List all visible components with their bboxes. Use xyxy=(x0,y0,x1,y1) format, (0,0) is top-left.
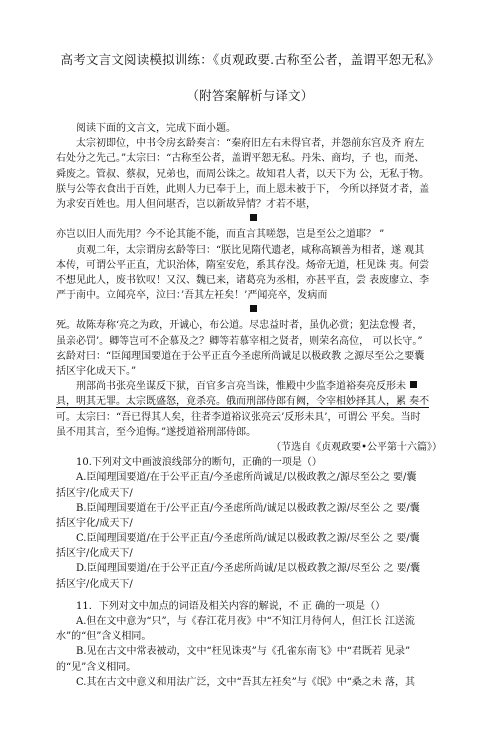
text-line xyxy=(56,303,450,318)
text-line xyxy=(56,614,450,629)
line-text: 11．下列对文中加点的词语及相关内容的解说，不 正 确的一项是（） xyxy=(76,600,386,612)
line-text: 为求安百姓也。用人但问堪否，岂以新故异情？才若不堪， xyxy=(56,198,316,210)
black-square-mark xyxy=(250,305,257,312)
line-text: 10.下列对文中画波浪线部分的断句，正确的一项是（） xyxy=(76,457,322,469)
text-line xyxy=(56,212,450,227)
text-line xyxy=(56,258,450,273)
line-text: 括区宇化/成天下/ xyxy=(56,517,133,529)
line-text: 阅读下面的文言文，完成下面小题。 xyxy=(76,123,236,134)
line-text: B.见在古文中常表被动，文中“枉见诛夷”与《孔雀东南飞》中“君既若 见录” xyxy=(76,646,411,658)
text-line xyxy=(56,410,450,425)
line-text: 死。故陈寿称‘亮之为政，开诚心，布公道。尽忠益时者，虽仇必赏；犯法怠慢 者， xyxy=(56,320,423,332)
line-text: C.其在古文中意义和用法广泛，文中“吾其左衽矣”与《氓》中“桑之未 落，其 xyxy=(76,676,415,688)
line-text: 贞观二年，太宗谓房玄龄等曰：“朕比见隋代遗老，咸称高颖善为相者，遂 观其 xyxy=(76,244,425,256)
line-text: 虽不用其言，至今追悔。”遂授道裕刑部侍郎。 xyxy=(56,426,257,438)
line-text: 的“见”含义相同。 xyxy=(56,661,137,673)
text-line xyxy=(56,561,450,576)
text-line xyxy=(56,629,450,644)
line-text: 括区宇/化成天下/ xyxy=(56,548,133,560)
text-line xyxy=(56,318,450,333)
line-text: 亦岂以旧人而先用？今不论其能不能，而直言其嗟怨，岂是至公之道耶？ ” xyxy=(56,229,385,241)
line-text: D.臣闻理国要道/在于公平正直/今圣虑所尚诚/足以极政教之源/尽至公 之 要/囊 xyxy=(76,563,421,575)
line-text: C.臣闻理国要道/在于公平正直/今圣虑所尚/诚足以极政教之源/尽至公 之 要/囊 xyxy=(76,533,420,545)
text-line xyxy=(56,440,450,455)
text-line xyxy=(56,675,450,690)
document-title: 高考文言文阅读模拟训练：《贞观政要.古称至公者，盖谓平恕无私》 xyxy=(60,52,440,67)
text-line xyxy=(56,599,450,614)
text-line xyxy=(56,546,450,561)
text-line xyxy=(56,486,450,501)
line-text: 具，明其无罪。太宗既盛怒，竟杀亮。俄而刑部侍郎有阙，令宰相妙择其人，累 奏不 xyxy=(56,396,430,408)
text-line xyxy=(56,182,450,197)
line-text: B.臣闻理国要道在于/公平正直/今圣虑所尚/诚足以极政教之源/尽至公 之 要/囊 xyxy=(76,502,420,514)
document-subtitle: （附答案解析与译文） xyxy=(186,88,314,103)
text-line xyxy=(56,470,450,485)
text-line xyxy=(56,288,450,303)
line-text: 严于南中。立闻亮卒，泣曰：’吾其左衽矣！’严闻亮卒，发病而 xyxy=(56,290,328,302)
text-line xyxy=(56,425,450,440)
spacer xyxy=(56,592,450,599)
text-line xyxy=(56,660,450,675)
text-line xyxy=(56,227,450,242)
line-text: 刑部尚书张亮坐谋反下狱，百官多言亮当诛，惟殿中少监李道裕奏亮反形未 xyxy=(76,381,406,393)
text-line xyxy=(56,644,450,659)
line-text: 不想见此人，废书钦叹！又汉、魏已来，诸葛亮为丞相，亦甚平直，尝 表废廖立、李 xyxy=(56,274,430,286)
line-text: 可。太宗曰：“吾已得其人矣，往者李道裕议张亮云’反形未具’，可谓公 平矣。当时 xyxy=(56,411,421,423)
line-text: 舜废之。管叔、蔡叔，兄弟也，而周公诛之。故知君人者，以天下为 公，无私于物。 xyxy=(56,168,430,180)
text-line xyxy=(56,273,450,288)
text-line xyxy=(56,577,450,592)
black-square-mark xyxy=(410,381,417,388)
line-text: 本传，可谓公平正直，尤识治体，隋室安危，系其存没。炀帝无道，枉见诛 夷。何尝 xyxy=(56,259,430,271)
text-line xyxy=(56,136,450,151)
line-text: 括区宇化成天下。” xyxy=(56,366,137,377)
text-line xyxy=(56,151,450,166)
line-text: 虽亲必罚’。卿等岂可不企慕及之？卿等若慕宰相之贤者，则荣名高位， 可以长守。” xyxy=(56,335,423,347)
line-text: （节选自《贞观政要•公平第十六篇》） xyxy=(271,441,442,453)
text-line xyxy=(56,121,450,136)
text-line xyxy=(56,379,450,394)
text-line xyxy=(56,516,450,531)
line-text: 括区宇/化成天下/ xyxy=(56,487,133,499)
text-line xyxy=(56,531,450,546)
line-text: 太宗初即位，中书令房玄龄奏言：“秦府旧左右未得官者，并怨前东宫及齐 府左 xyxy=(76,138,425,150)
text-line xyxy=(56,455,450,470)
document-body xyxy=(56,121,450,690)
text-line xyxy=(56,197,450,212)
line-text: A.臣闻理国要道/在于公平正直/今圣虑所尚诚足/以极政教之/源尽至公之 要/囊 xyxy=(76,472,417,484)
text-line xyxy=(56,349,450,364)
text-line xyxy=(56,394,450,409)
line-text: 括区宇/化成天下/ xyxy=(56,578,133,590)
text-line xyxy=(56,334,450,349)
line-text: 右处分之先己。”太宗曰：“古称至公者，盖谓平恕无私。丹朱、商均，子 也，而尧、 xyxy=(56,153,425,165)
black-square-mark xyxy=(250,214,257,221)
line-text: 水”的“但”含义相同。 xyxy=(56,631,152,643)
text-line xyxy=(56,501,450,516)
line-text: A.但在文中意为“只”，与《春江花月夜》中“不知江月待何人，但江长 江送流 xyxy=(76,616,415,627)
text-line xyxy=(56,243,450,258)
text-line xyxy=(56,167,450,182)
line-text: 玄龄对曰：“臣闻理国要道在于公平正直今圣虑所尚诚足以极政教 之源尽至公之要囊 xyxy=(56,350,425,362)
line-text: 朕与公等衣食出于百姓，此则人力已奉于上，而上恩未被于下， 今所以择贤才者，盖 xyxy=(56,183,430,195)
text-line xyxy=(56,364,450,379)
